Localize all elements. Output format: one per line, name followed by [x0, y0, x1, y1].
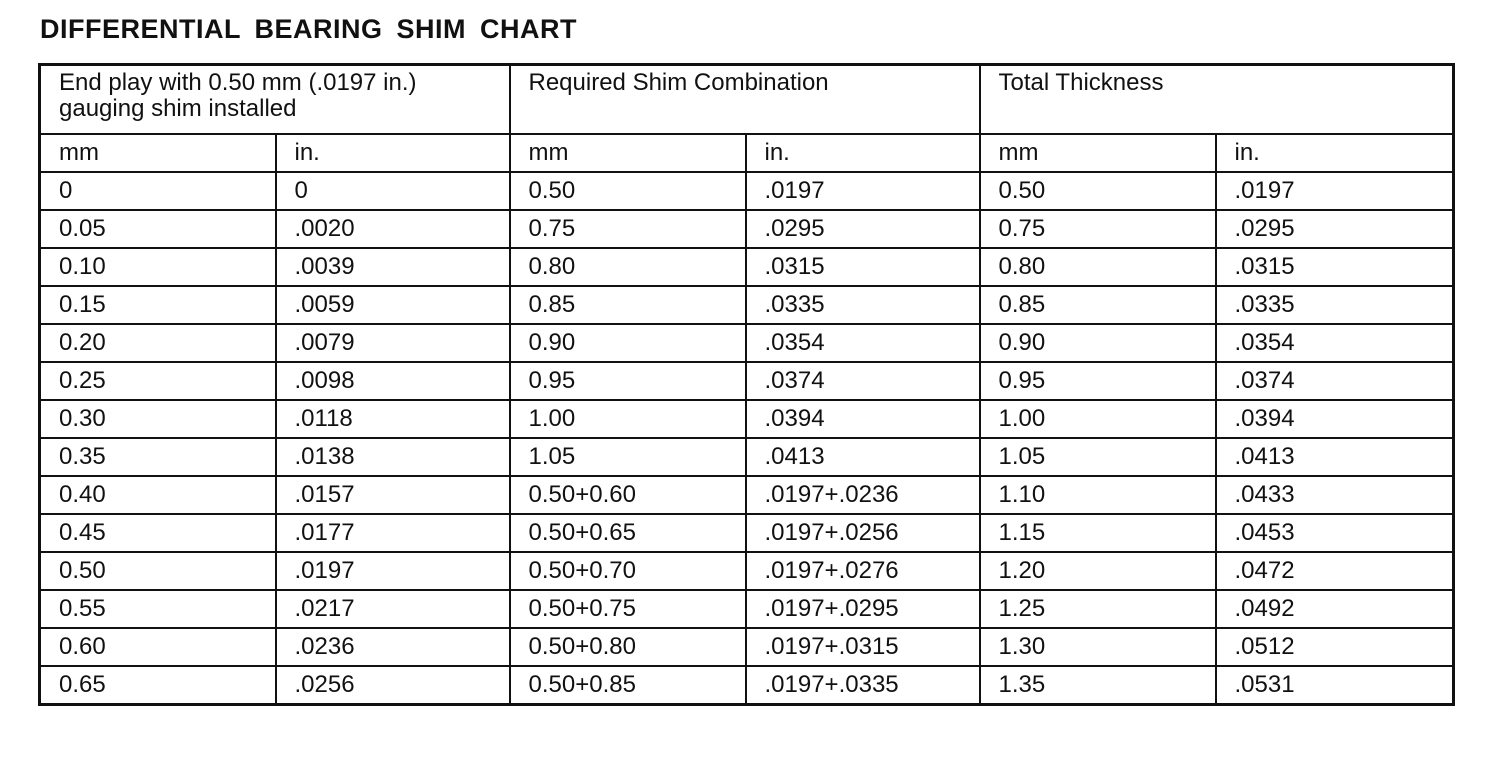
cell-end-play-in: .0079: [276, 324, 510, 362]
cell-total-mm: 1.25: [980, 590, 1216, 628]
cell-end-play-in: .0217: [276, 590, 510, 628]
unit-required-mm: mm: [510, 134, 746, 172]
cell-total-mm: 0.95: [980, 362, 1216, 400]
cell-total-in: .0354: [1216, 324, 1454, 362]
cell-required-in: .0197+.0236: [746, 476, 980, 514]
table-row: [40, 552, 1454, 590]
table-row: [40, 400, 1454, 438]
table-row: [40, 438, 1454, 476]
table-row: [40, 666, 1454, 705]
cell-total-in: .0413: [1216, 438, 1454, 476]
chart-title: DIFFERENTIAL BEARING SHIM CHART: [40, 14, 577, 44]
cell-end-play-mm: 0.55: [40, 590, 276, 628]
header-end-play: End play with 0.50 mm (.0197 in.) gauging shim installed: [40, 65, 510, 135]
table-row: [40, 476, 1454, 514]
table-row: [40, 590, 1454, 628]
unit-required-in: in.: [746, 134, 980, 172]
cell-total-in: .0295: [1216, 210, 1454, 248]
table-row: [40, 514, 1454, 552]
cell-end-play-in: .0256: [276, 666, 510, 705]
cell-end-play-in: .0039: [276, 248, 510, 286]
cell-end-play-mm: 0.40: [40, 476, 276, 514]
cell-total-mm: 0.85: [980, 286, 1216, 324]
cell-total-mm: 1.10: [980, 476, 1216, 514]
cell-required-in: .0197+.0315: [746, 628, 980, 666]
cell-end-play-mm: 0.60: [40, 628, 276, 666]
cell-total-mm: 1.00: [980, 400, 1216, 438]
cell-total-in: .0492: [1216, 590, 1454, 628]
cell-required-mm: 0.95: [510, 362, 746, 400]
cell-end-play-in: .0098: [276, 362, 510, 400]
cell-required-in: .0335: [746, 286, 980, 324]
table-row: [40, 362, 1454, 400]
cell-total-in: .0453: [1216, 514, 1454, 552]
cell-end-play-in: .0020: [276, 210, 510, 248]
group-header-row: [40, 65, 1454, 135]
cell-end-play-in: .0118: [276, 400, 510, 438]
cell-required-in: .0197+.0256: [746, 514, 980, 552]
cell-required-in: .0197+.0295: [746, 590, 980, 628]
table-row: [40, 324, 1454, 362]
cell-required-in: .0315: [746, 248, 980, 286]
table-row: [40, 210, 1454, 248]
unit-total-mm: mm: [980, 134, 1216, 172]
cell-end-play-in: .0138: [276, 438, 510, 476]
cell-end-play-mm: 0.20: [40, 324, 276, 362]
cell-end-play-mm: 0.30: [40, 400, 276, 438]
cell-total-in: .0531: [1216, 666, 1454, 705]
cell-total-in: .0394: [1216, 400, 1454, 438]
cell-required-mm: 0.90: [510, 324, 746, 362]
cell-required-in: .0197+.0276: [746, 552, 980, 590]
table-row: [40, 248, 1454, 286]
cell-end-play-in: .0059: [276, 286, 510, 324]
cell-required-mm: 0.50+0.65: [510, 514, 746, 552]
cell-total-in: .0433: [1216, 476, 1454, 514]
cell-total-mm: 0.80: [980, 248, 1216, 286]
cell-required-mm: 0.80: [510, 248, 746, 286]
cell-required-mm: 1.00: [510, 400, 746, 438]
cell-total-mm: 0.50: [980, 172, 1216, 210]
cell-end-play-in: .0236: [276, 628, 510, 666]
shim-table-body: [40, 65, 1454, 705]
table-row: [40, 628, 1454, 666]
cell-end-play-mm: 0.50: [40, 552, 276, 590]
cell-end-play-in: .0177: [276, 514, 510, 552]
cell-required-in: .0197: [746, 172, 980, 210]
header-required-shim: Required Shim Combination: [510, 65, 980, 135]
cell-total-in: .0512: [1216, 628, 1454, 666]
cell-required-mm: 0.50+0.80: [510, 628, 746, 666]
cell-end-play-mm: 0.15: [40, 286, 276, 324]
cell-required-mm: 1.05: [510, 438, 746, 476]
cell-end-play-mm: 0: [40, 172, 276, 210]
cell-end-play-mm: 0.05: [40, 210, 276, 248]
unit-end-play-mm: mm: [40, 134, 276, 172]
cell-required-in: .0354: [746, 324, 980, 362]
cell-total-in: .0315: [1216, 248, 1454, 286]
cell-total-in: .0374: [1216, 362, 1454, 400]
cell-required-mm: 0.50+0.75: [510, 590, 746, 628]
table-row: [40, 172, 1454, 210]
cell-required-in: .0413: [746, 438, 980, 476]
cell-required-in: .0394: [746, 400, 980, 438]
cell-required-mm: 0.75: [510, 210, 746, 248]
cell-total-mm: 1.30: [980, 628, 1216, 666]
cell-total-in: .0335: [1216, 286, 1454, 324]
cell-total-in: .0197: [1216, 172, 1454, 210]
cell-end-play-in: .0197: [276, 552, 510, 590]
cell-end-play-in: 0: [276, 172, 510, 210]
header-total-thickness: Total Thickness: [980, 65, 1454, 135]
cell-required-in: .0197+.0335: [746, 666, 980, 705]
cell-total-mm: 1.05: [980, 438, 1216, 476]
cell-total-mm: 0.75: [980, 210, 1216, 248]
cell-total-mm: 0.90: [980, 324, 1216, 362]
table-row: [40, 286, 1454, 324]
cell-end-play-mm: 0.35: [40, 438, 276, 476]
cell-end-play-mm: 0.25: [40, 362, 276, 400]
cell-total-mm: 1.15: [980, 514, 1216, 552]
cell-end-play-mm: 0.45: [40, 514, 276, 552]
cell-required-mm: 0.50: [510, 172, 746, 210]
unit-header-row: [40, 134, 1454, 172]
shim-chart-table: [38, 63, 1455, 706]
cell-end-play-mm: 0.10: [40, 248, 276, 286]
unit-total-in: in.: [1216, 134, 1454, 172]
unit-end-play-in: in.: [276, 134, 510, 172]
cell-required-mm: 0.85: [510, 286, 746, 324]
cell-total-mm: 1.20: [980, 552, 1216, 590]
cell-total-mm: 1.35: [980, 666, 1216, 705]
cell-required-mm: 0.50+0.60: [510, 476, 746, 514]
cell-end-play-mm: 0.65: [40, 666, 276, 705]
cell-required-mm: 0.50+0.70: [510, 552, 746, 590]
cell-required-mm: 0.50+0.85: [510, 666, 746, 705]
cell-total-in: .0472: [1216, 552, 1454, 590]
cell-required-in: .0295: [746, 210, 980, 248]
cell-required-in: .0374: [746, 362, 980, 400]
cell-end-play-in: .0157: [276, 476, 510, 514]
